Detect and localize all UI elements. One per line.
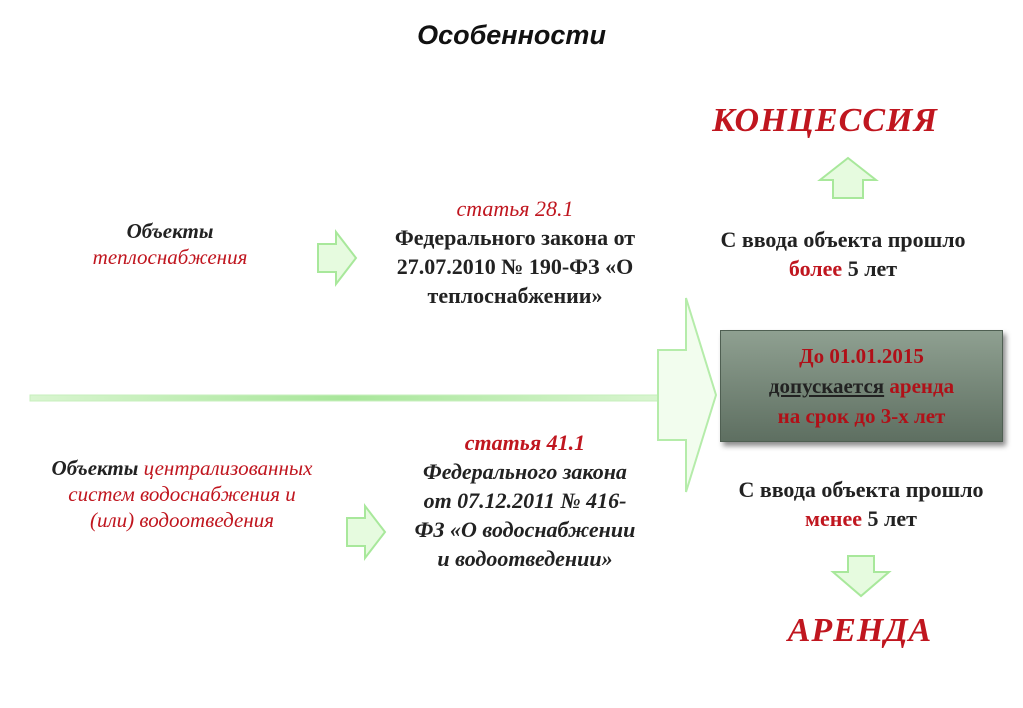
arrow-up-icon <box>820 158 876 198</box>
big-arrow-right-icon <box>658 298 716 492</box>
outcome-rent: АРЕНДА <box>787 612 933 649</box>
law-top-text: статья 28.1 Федерального закона от 27.07.2010 № 190-ФЗ «О теплоснабжении» <box>394 196 636 308</box>
condition-bottom: С ввода объекта прошло менее 5 лет <box>738 477 984 531</box>
law-bottom-text: статья 41.1 Федерального закона от 07.12.2011 № 416- ФЗ «О водоснабжении и водоотведении» <box>414 430 636 571</box>
left-top-label: Объекты теплоснабжения <box>92 219 248 269</box>
page-title: Особенности <box>417 20 606 50</box>
arrow-right-icon <box>318 232 356 284</box>
outcome-concession: КОНЦЕССИЯ <box>712 102 938 139</box>
left-bottom-label: Объекты централизованных систем водоснабжения и (или) водоотведения <box>51 456 313 532</box>
rent-allowed-box: До 01.01.2015 допускается аренда на срок до 3-х лет <box>720 330 1003 442</box>
condition-top: С ввода объекта прошло более 5 лет <box>720 227 966 281</box>
timeline-line <box>30 395 660 401</box>
arrow-down-icon <box>833 556 889 596</box>
